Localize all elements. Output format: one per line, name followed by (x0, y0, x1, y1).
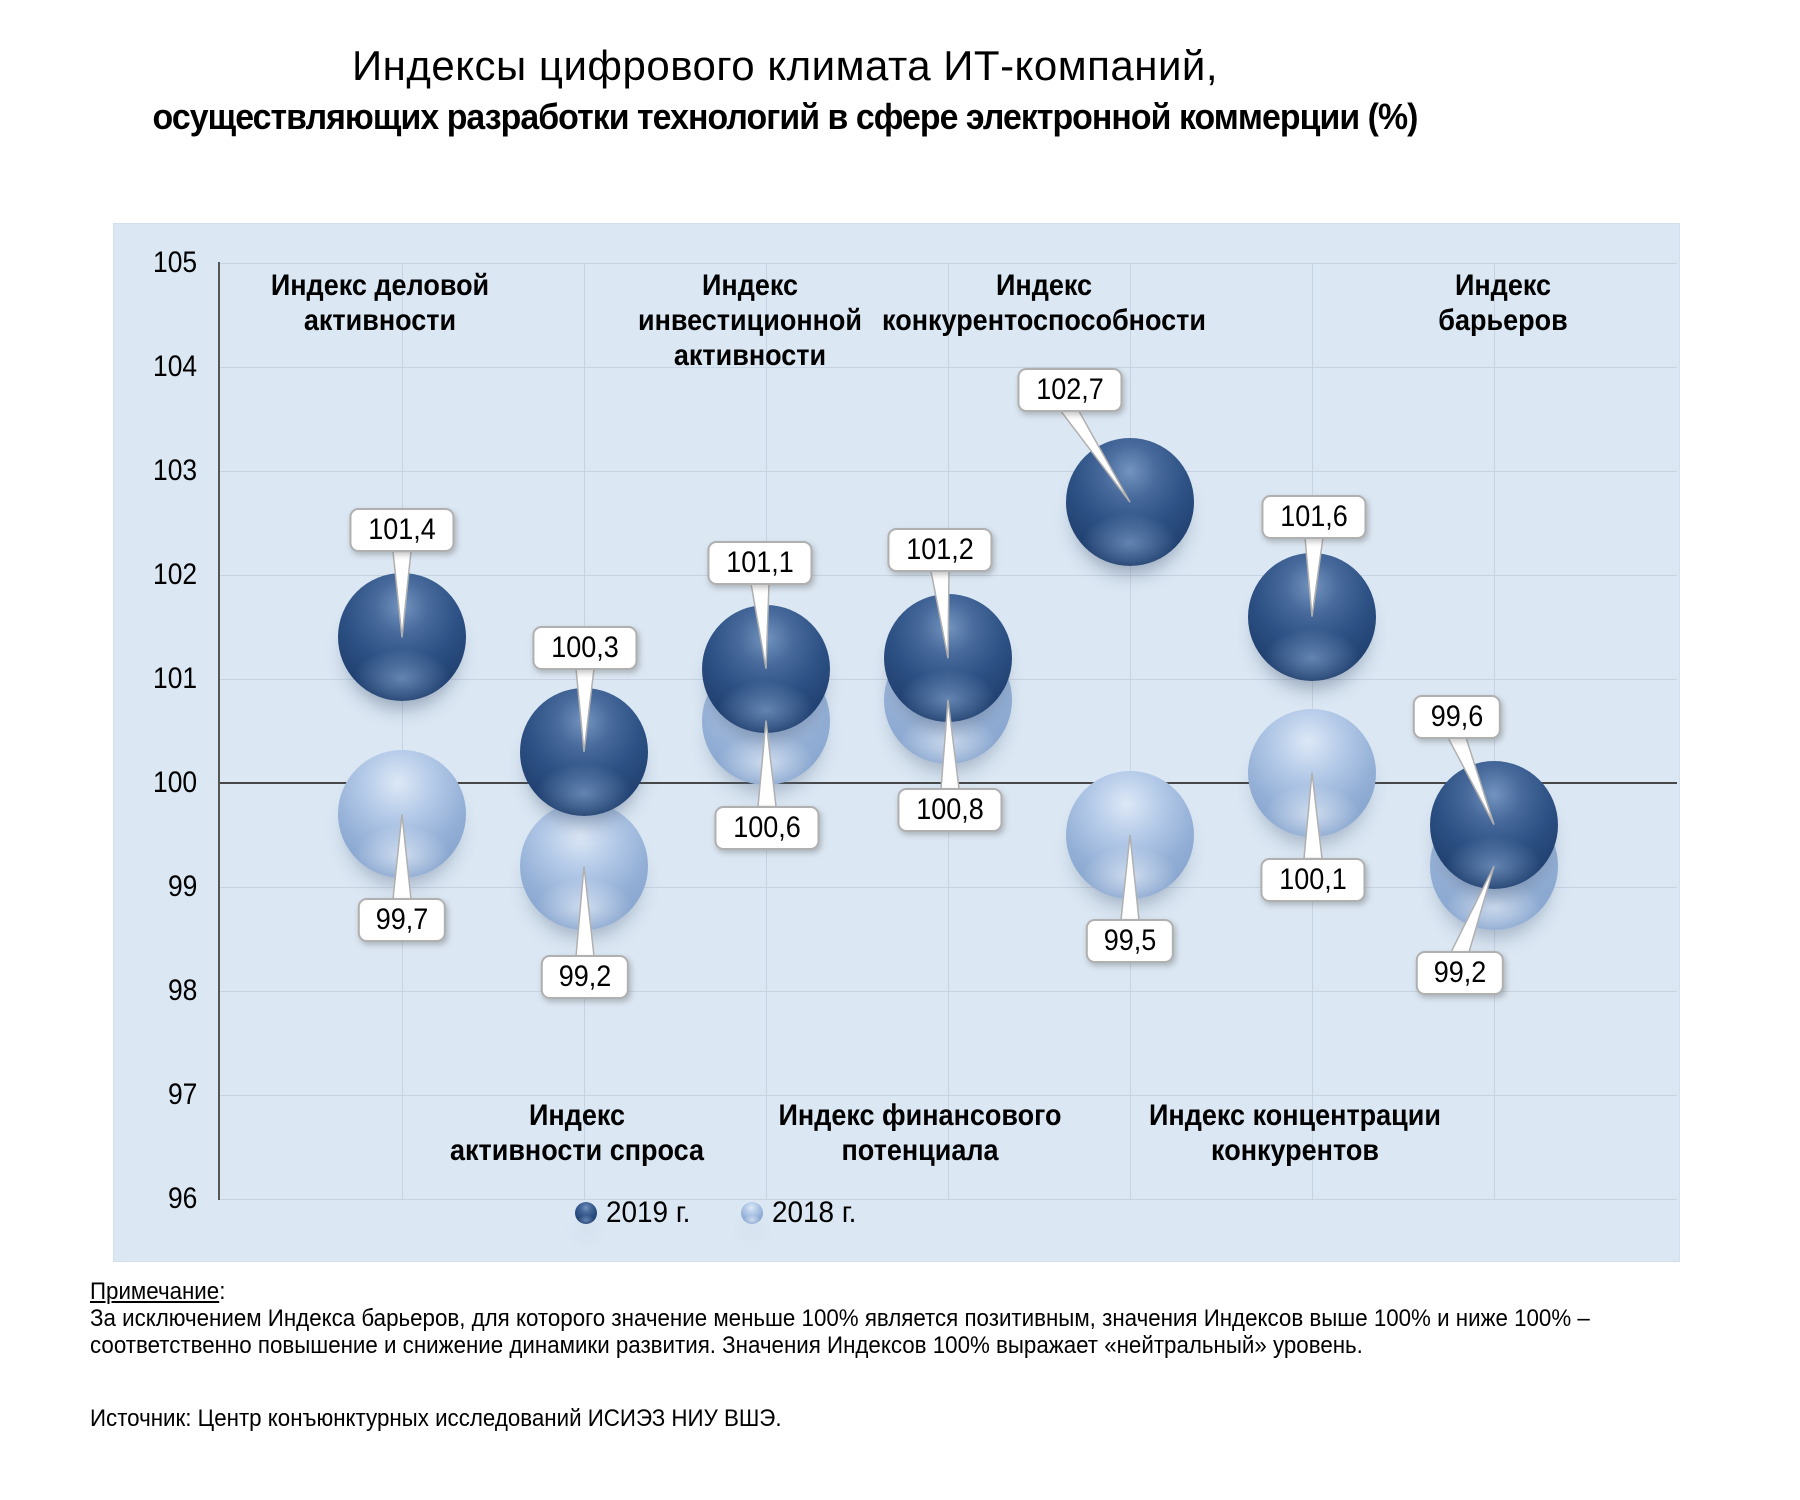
category-label-cat4: Индекс финансового потенциала (778, 1099, 1062, 1167)
bubble-2018-cat2 (520, 802, 648, 930)
bubble-2019-cat5 (1066, 438, 1194, 566)
chart-title-line1: Индексы цифрового климата ИТ-компаний, (351, 42, 1219, 89)
bubble-2019-cat2 (520, 688, 648, 816)
notes-block (90, 1278, 1703, 1432)
source-line: Источник: Центр конъюнктурных исследований ИСИЭЗ НИУ ВШЭ. (90, 1405, 782, 1432)
y-axis-line (218, 262, 220, 1200)
category-label-cat5: Индекс конкурентоспособности (882, 269, 1206, 337)
callout-2018-cat4: 100,8 (897, 788, 1002, 832)
chart-legend (575, 1196, 862, 1230)
callout-2019-cat1: 101,4 (349, 508, 454, 552)
bubble-2019-cat6 (1248, 553, 1376, 681)
bubble-2019-cat3 (702, 605, 830, 733)
bubble-2018-cat6 (1248, 709, 1376, 837)
notes-heading: Примечание: (90, 1278, 226, 1305)
h-gridline (220, 1199, 1677, 1200)
callout-2019-cat7: 99,6 (1413, 695, 1501, 739)
callout-2018-cat2: 99,2 (541, 955, 629, 999)
bubble-2018-cat1 (338, 750, 466, 878)
y-tick-label: 105 (152, 246, 197, 279)
callout-2019-cat2: 100,3 (532, 626, 637, 670)
legend-label-2019: 2019 г. (606, 1196, 691, 1229)
y-tick-label: 102 (152, 558, 197, 591)
y-tick-label: 103 (152, 454, 197, 487)
y-tick-label: 104 (152, 350, 197, 383)
legend-label-2018: 2018 г. (771, 1196, 857, 1229)
callout-2018-cat3: 100,6 (714, 806, 819, 850)
y-tick-label: 100 (152, 766, 197, 799)
bubble-2019-cat4 (884, 594, 1012, 722)
legend-item-2018 (741, 1196, 863, 1230)
callout-2018-cat6: 100,1 (1260, 858, 1365, 902)
legend-marker-2018-icon (741, 1202, 763, 1224)
callout-2019-cat4: 101,2 (887, 528, 992, 572)
notes-line-2: соответственно повышение и снижение динамики развития. Значения Индексов 100% выражает «нейтральный» уровень. (90, 1332, 1363, 1359)
legend-marker-2019-icon (575, 1202, 597, 1224)
bubble-2019-cat1 (338, 573, 466, 701)
category-label-cat7: Индекс барьеров (1438, 269, 1568, 337)
category-label-cat2: Индекс активности спроса (449, 1099, 705, 1167)
category-label-cat6: Индекс концентрации конкурентов (1149, 1099, 1441, 1167)
y-tick-label: 98 (167, 974, 197, 1007)
callout-2018-cat7: 99,2 (1416, 951, 1504, 995)
callout-2019-cat5: 102,7 (1017, 368, 1122, 412)
callout-2019-cat3: 101,1 (707, 541, 812, 585)
callout-2018-cat5: 99,5 (1086, 919, 1174, 963)
chart-title-line2: осуществляющих разработки технологий в сфере электронной коммерции (%) (152, 96, 1418, 137)
chart-title (0, 0, 1570, 138)
bubble-2019-cat7 (1430, 761, 1558, 889)
v-gridline (402, 263, 403, 1199)
notes-line-1: За исключением Индекса барьеров, для которого значение меньше 100% является позитивным, значения Индексов выше 100% и ниже 100% – (90, 1305, 1590, 1332)
y-tick-label: 101 (152, 662, 197, 695)
callout-2018-cat1: 99,7 (358, 898, 446, 942)
category-label-cat1: Индекс деловой активности (270, 269, 490, 337)
v-gridline (1130, 263, 1131, 1199)
bubble-2018-cat5 (1066, 771, 1194, 899)
category-label-cat3: Индекс инвестиционной активности (637, 269, 863, 372)
callout-2019-cat6: 101,6 (1261, 495, 1366, 539)
legend-item-2019 (575, 1196, 697, 1230)
y-tick-label: 99 (167, 870, 197, 903)
y-tick-label: 96 (167, 1182, 197, 1215)
y-tick-label: 97 (167, 1078, 197, 1111)
